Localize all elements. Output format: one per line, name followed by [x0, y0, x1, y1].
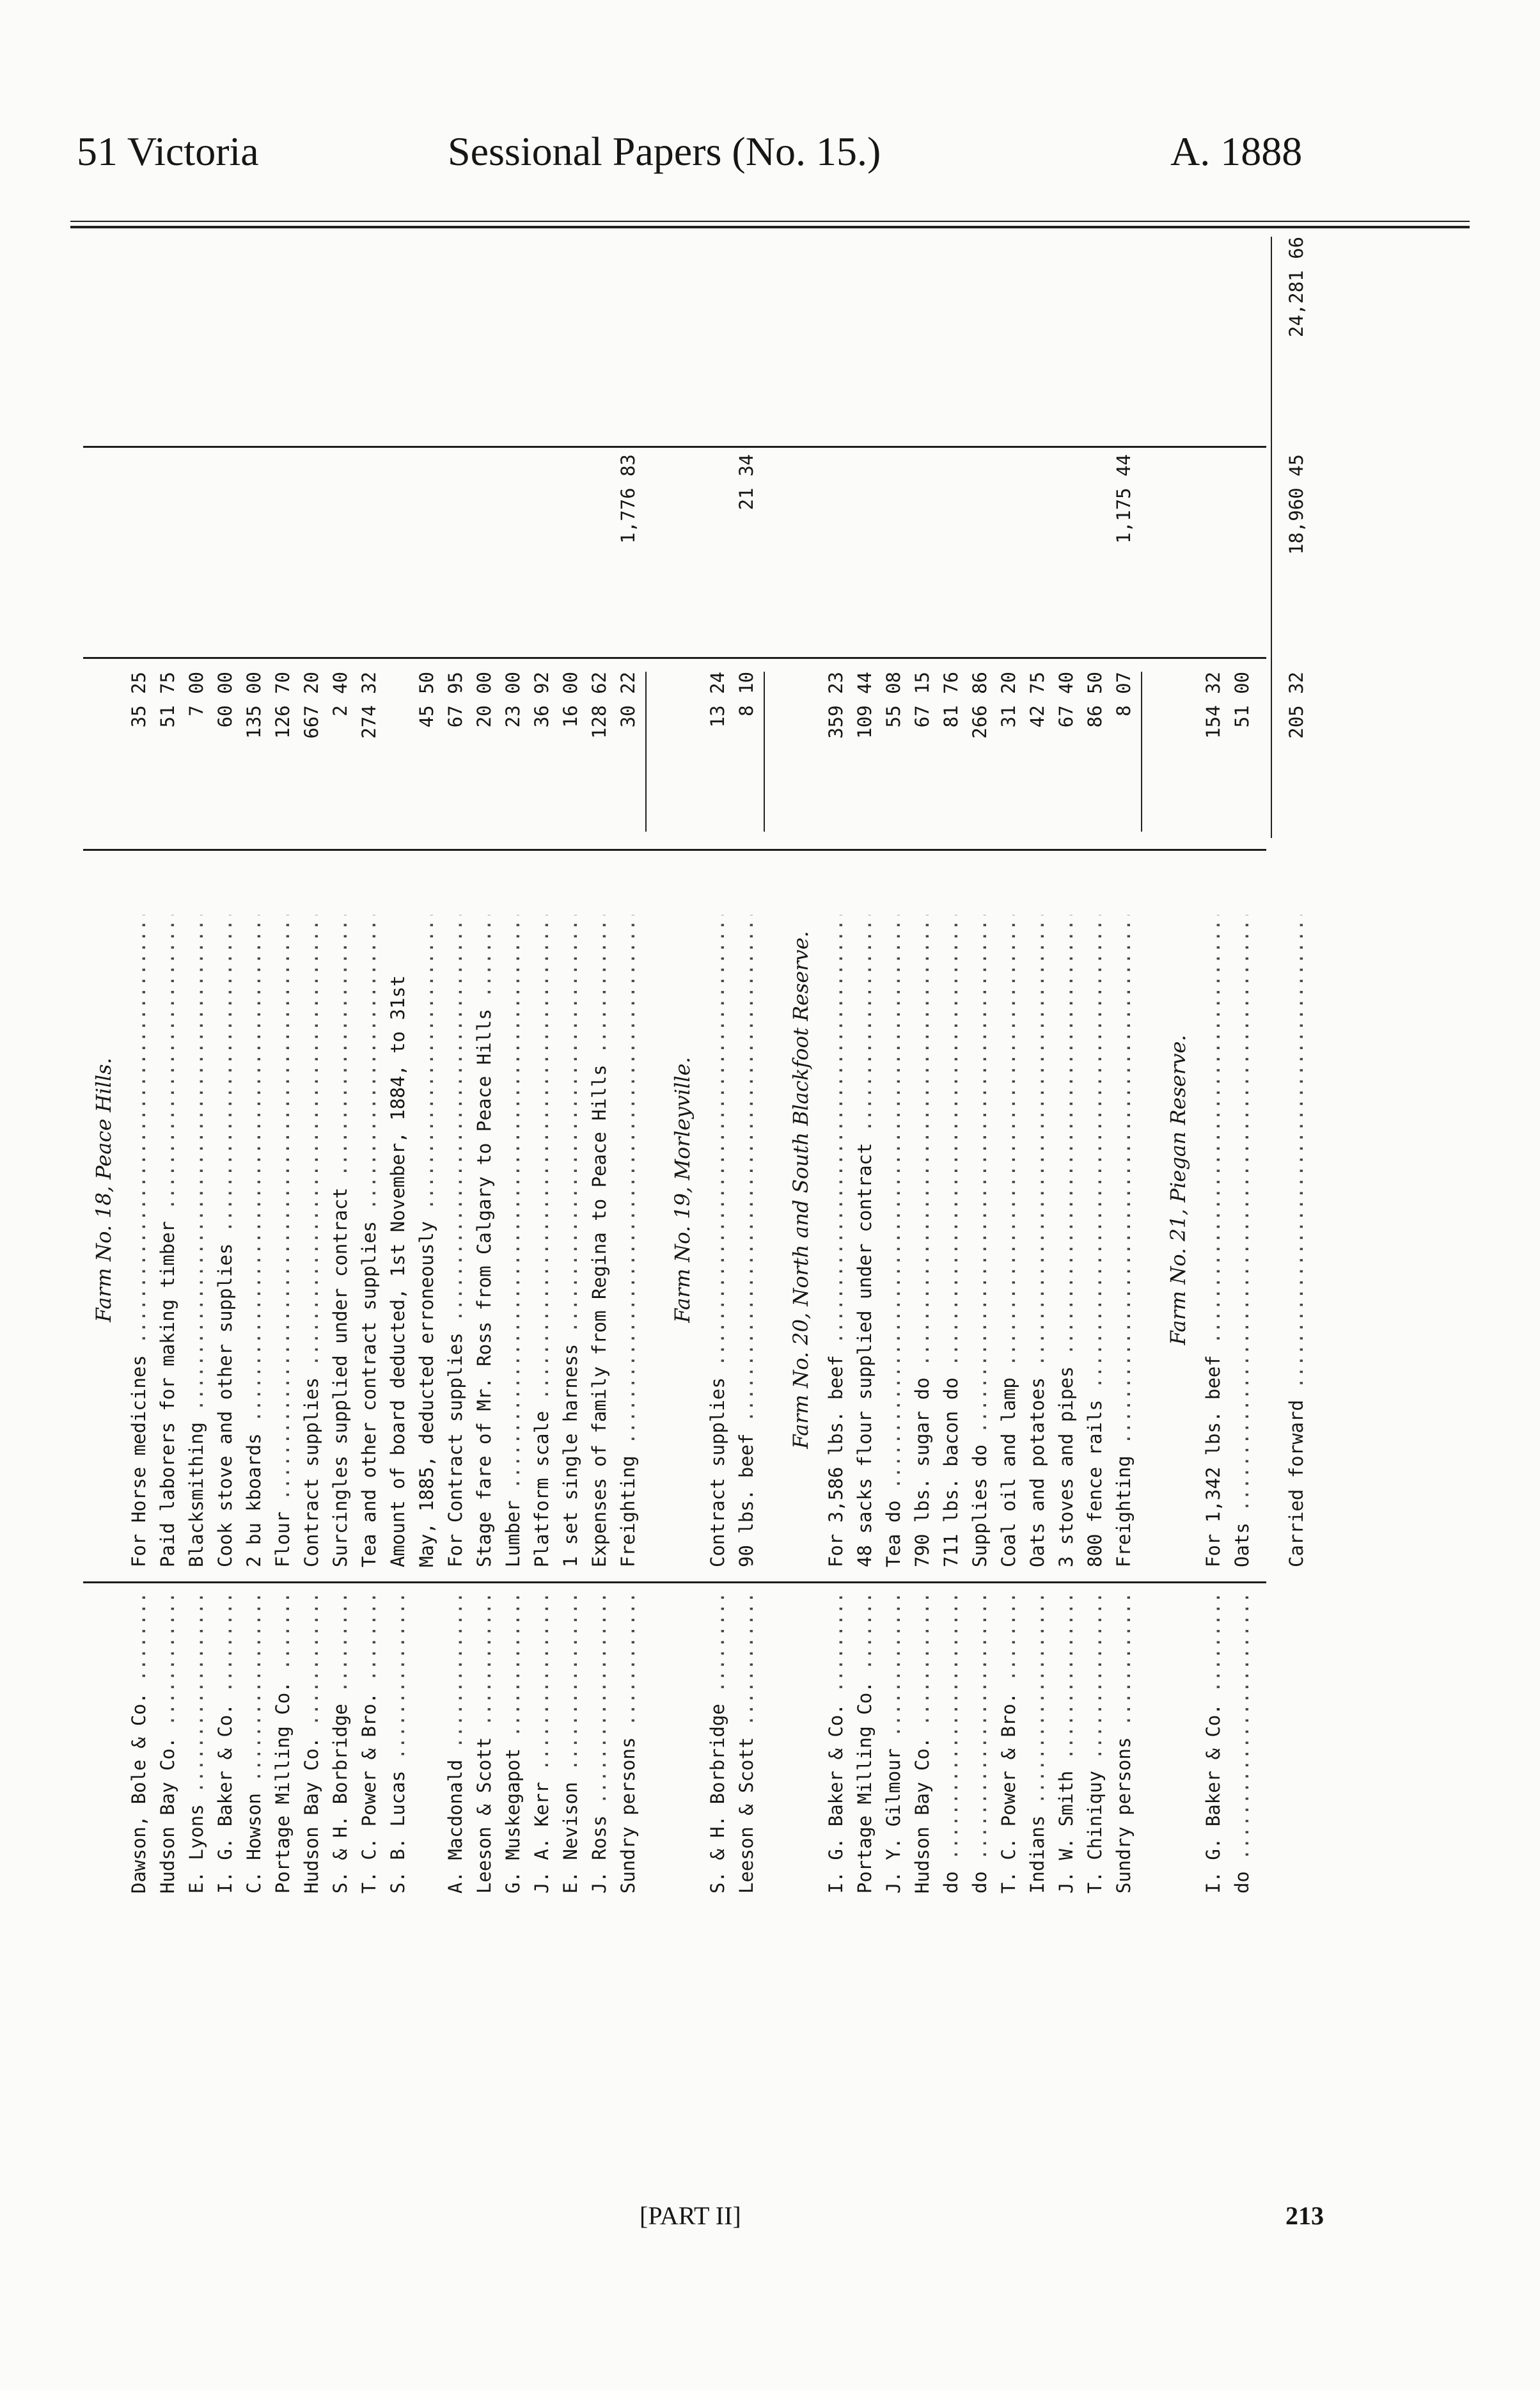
ledger-row — [966, 224, 994, 1900]
item-description: Amount of board deducted, 1st November, 1884, to 31st — [387, 975, 409, 1567]
payee-name: S. & H. Borbridge ..... — [703, 1593, 732, 1894]
ledger-row — [153, 224, 182, 1900]
item-description: Coal oil and lamp ..... — [994, 915, 1023, 1567]
item-amount: 126 70 — [272, 672, 294, 739]
carried-forward-row — [1282, 224, 1311, 1900]
ledger-row — [384, 224, 412, 1900]
page-number: 213 — [1285, 2201, 1324, 2230]
item-amount: 67 15 — [911, 672, 933, 728]
payee-name: J. Y. Gilmour ..... — [879, 1593, 908, 1894]
header-rule — [70, 221, 1470, 222]
payee-name: J. Ross ..... — [585, 1593, 614, 1894]
item-description: Freighting ..... — [1110, 915, 1138, 1567]
section-title: Farm No. 20, North and South Blackfoot Reserve. — [789, 931, 813, 1449]
item-description: Cook stove and other supplies ..... — [211, 915, 240, 1567]
item-amount: 45 50 — [416, 672, 437, 728]
item-amount: 359 23 — [825, 672, 847, 739]
section-title: Farm No. 21, Piegan Reserve. — [1166, 1034, 1190, 1345]
carried-forward-total: 24,281 66 — [1285, 237, 1307, 338]
item-amount: 60 00 — [214, 672, 236, 728]
ledger-row — [211, 224, 240, 1900]
section-title: Farm No. 19, Morleyville. — [670, 1057, 695, 1323]
item-amount: 16 00 — [560, 672, 581, 728]
payee-name: T. C. Power & Bro. ..... — [355, 1593, 384, 1894]
item-amount: 67 40 — [1055, 672, 1077, 728]
item-amount: 128 62 — [588, 672, 610, 739]
payee-name: Hudson Bay Co. ..... — [153, 1593, 182, 1894]
item-description: Freighting ..... — [614, 915, 643, 1567]
ledger-row — [585, 224, 614, 1900]
item-amount: 86 50 — [1084, 672, 1106, 728]
payee-name: I. G. Baker & Co. ..... — [1199, 1593, 1228, 1894]
subtotal-row — [1110, 224, 1138, 1900]
item-description: Paid laborers for making timber ..... — [153, 915, 182, 1567]
item-amount: 31 20 — [998, 672, 1019, 728]
footer-part: [PART II] — [640, 2201, 741, 2230]
ledger-row — [703, 224, 732, 1900]
payee-name: do ..... — [966, 1593, 994, 1894]
ledger-row — [182, 224, 211, 1900]
item-amount: 55 08 — [883, 672, 904, 728]
ledger-row — [908, 224, 937, 1900]
payee-name: C. Howson ..... — [240, 1593, 269, 1894]
payee-name: S. & H. Borbridge ..... — [326, 1593, 355, 1894]
payee-name: T. C. Power & Bro. ..... — [994, 1593, 1023, 1894]
payee-name: A. Macdonald ..... — [441, 1593, 470, 1894]
section-subtotal: 1,175 44 — [1113, 454, 1135, 544]
payee-name: S. B. Lucas ..... — [384, 1593, 412, 1894]
carried-forward-label: Carried forward ..... — [1282, 915, 1311, 1567]
payee-name: J. W. Smith ..... — [1052, 1593, 1081, 1894]
item-description: Oats and potatoes ..... — [1023, 915, 1052, 1567]
item-description: Supplies do ..... — [966, 915, 994, 1567]
item-description: 790 lbs. sugar do ..... — [908, 915, 937, 1567]
item-amount: 667 20 — [301, 672, 322, 739]
carried-forward-rule — [1271, 237, 1272, 838]
payee-name: Leeson & Scott ..... — [470, 1593, 499, 1894]
payee-name: Hudson Bay Co. ..... — [297, 1593, 326, 1894]
ledger-row — [851, 224, 879, 1900]
payee-name: Indians ..... — [1023, 1593, 1052, 1894]
ledger-row — [1052, 224, 1081, 1900]
section-title: Farm No. 18, Peace Hills. — [91, 1057, 116, 1322]
item-description: For 1,342 lbs. beef ..... — [1199, 915, 1228, 1567]
subtotal-row — [732, 224, 761, 1900]
item-description: 1 set single harness ..... — [556, 915, 585, 1567]
ledger-row — [556, 224, 585, 1900]
item-amount: 109 44 — [854, 672, 876, 739]
item-amount: 274 32 — [358, 672, 380, 739]
payee-name: Dawson, Bole & Co. ..... — [125, 1593, 153, 1894]
item-description: 48 sacks flour supplied under contract ..... — [851, 915, 879, 1567]
ledger-row — [297, 224, 326, 1900]
payee-name: do ..... — [937, 1593, 966, 1894]
payee-name: I. G. Baker & Co. ..... — [211, 1593, 240, 1894]
item-amount: 30 22 — [617, 672, 639, 728]
item-description: 2 bu kboards ..... — [240, 915, 269, 1567]
ledger-row — [528, 224, 556, 1900]
item-description: Tea do ..... — [879, 915, 908, 1567]
item-description: 3 stoves and pipes ..... — [1052, 915, 1081, 1567]
item-amount: 42 75 — [1026, 672, 1048, 728]
item-description: Platform scale ..... — [528, 915, 556, 1567]
payee-name: Leeson & Scott ..... — [732, 1593, 761, 1894]
subtotal-row — [614, 224, 643, 1900]
item-amount: 7 00 — [185, 672, 207, 716]
item-description: Lumber ..... — [499, 915, 528, 1567]
item-description: For Horse medicines ..... — [125, 915, 153, 1567]
item-amount: 67 95 — [444, 672, 466, 728]
payee-name: E. Lyons ..... — [182, 1593, 211, 1894]
header-center: Sessional Papers (No. 15.) — [448, 129, 881, 174]
item-description: 90 lbs. beef ..... — [732, 915, 761, 1567]
item-amount: 266 86 — [969, 672, 991, 739]
ledger-row — [412, 224, 441, 1900]
item-description: 800 fence rails ..... — [1081, 915, 1110, 1567]
item-description: 711 lbs. bacon do ..... — [937, 915, 966, 1567]
payee-name: Portage Milling Co. ..... — [851, 1593, 879, 1894]
item-description: Surcingles supplied under contract ..... — [326, 915, 355, 1567]
item-amount: 35 25 — [128, 672, 150, 728]
carried-forward-subtotal: 18,960 45 — [1285, 454, 1307, 555]
ledger-row — [269, 224, 297, 1900]
payee-name: Sundry persons ..... — [614, 1593, 643, 1894]
amount-rule — [1141, 672, 1142, 832]
ledger-row — [1081, 224, 1110, 1900]
ledger-row — [470, 224, 499, 1900]
payee-name: Sundry persons ..... — [1110, 1593, 1138, 1894]
ledger-row — [994, 224, 1023, 1900]
ledger-row — [125, 224, 153, 1900]
item-amount: 36 92 — [531, 672, 553, 728]
ledger-row — [499, 224, 528, 1900]
item-amount: 51 75 — [157, 672, 178, 728]
ledger-row — [326, 224, 355, 1900]
subtotal-row — [1228, 224, 1257, 1900]
carried-forward-amount: 205 32 — [1285, 672, 1307, 739]
ledger-table — [70, 224, 1307, 1900]
item-amount: 8 07 — [1113, 672, 1135, 716]
payee-name: I. G. Baker & Co. ..... — [822, 1593, 851, 1894]
item-description: May, 1885, deducted erroneously ..... — [412, 915, 441, 1567]
ledger-row — [240, 224, 269, 1900]
amount-rule — [764, 672, 765, 832]
item-description: Contract supplies ..... — [297, 915, 326, 1567]
item-description: Tea and other contract supplies ..... — [355, 915, 384, 1567]
item-description: Oats ..... — [1228, 915, 1257, 1567]
ledger-row — [937, 224, 966, 1900]
item-description: Blacksmithing ..... — [182, 915, 211, 1567]
ledger-row — [441, 224, 470, 1900]
item-description: Contract supplies ..... — [703, 915, 732, 1567]
payee-name: E. Nevison ..... — [556, 1593, 585, 1894]
item-description: Stage fare of Mr. Ross from Calgary to Peace Hills ..... — [470, 915, 499, 1567]
item-amount: 81 76 — [940, 672, 962, 728]
payee-name: G. Muskegapot ..... — [499, 1593, 528, 1894]
item-description: For 3,586 lbs. beef ..... — [822, 915, 851, 1567]
payee-name: T. Chiniquy ..... — [1081, 1593, 1110, 1894]
section-subtotal: 21 34 — [735, 454, 757, 510]
item-amount: 8 10 — [735, 672, 757, 716]
ledger-row — [355, 224, 384, 1900]
header-right: A. 1888 — [1170, 129, 1303, 174]
item-amount: 154 32 — [1202, 672, 1224, 739]
ledger-row — [822, 224, 851, 1900]
ledger-row — [879, 224, 908, 1900]
header-left: 51 Victoria — [77, 129, 259, 174]
ledger-row — [1023, 224, 1052, 1900]
item-amount: 2 40 — [329, 672, 351, 716]
item-description: Expenses of family from Regina to Peace Hills ..... — [585, 915, 614, 1567]
item-amount: 13 24 — [707, 672, 728, 728]
ledger-row — [1199, 224, 1228, 1900]
section-subtotal: 1,776 83 — [617, 454, 639, 544]
payee-name: do ..... — [1228, 1593, 1257, 1894]
item-amount: 51 00 — [1231, 672, 1253, 728]
payee-name: Hudson Bay Co. ..... — [908, 1593, 937, 1894]
item-amount: 23 00 — [502, 672, 524, 728]
amount-rule — [645, 672, 647, 832]
payee-name: J. A. Kerr ..... — [528, 1593, 556, 1894]
item-amount: 20 00 — [473, 672, 495, 728]
item-amount: 135 00 — [243, 672, 265, 739]
item-description: For Contract supplies ..... — [441, 915, 470, 1567]
payee-name: Portage Milling Co. ..... — [269, 1593, 297, 1894]
item-description: Flour ..... — [269, 915, 297, 1567]
